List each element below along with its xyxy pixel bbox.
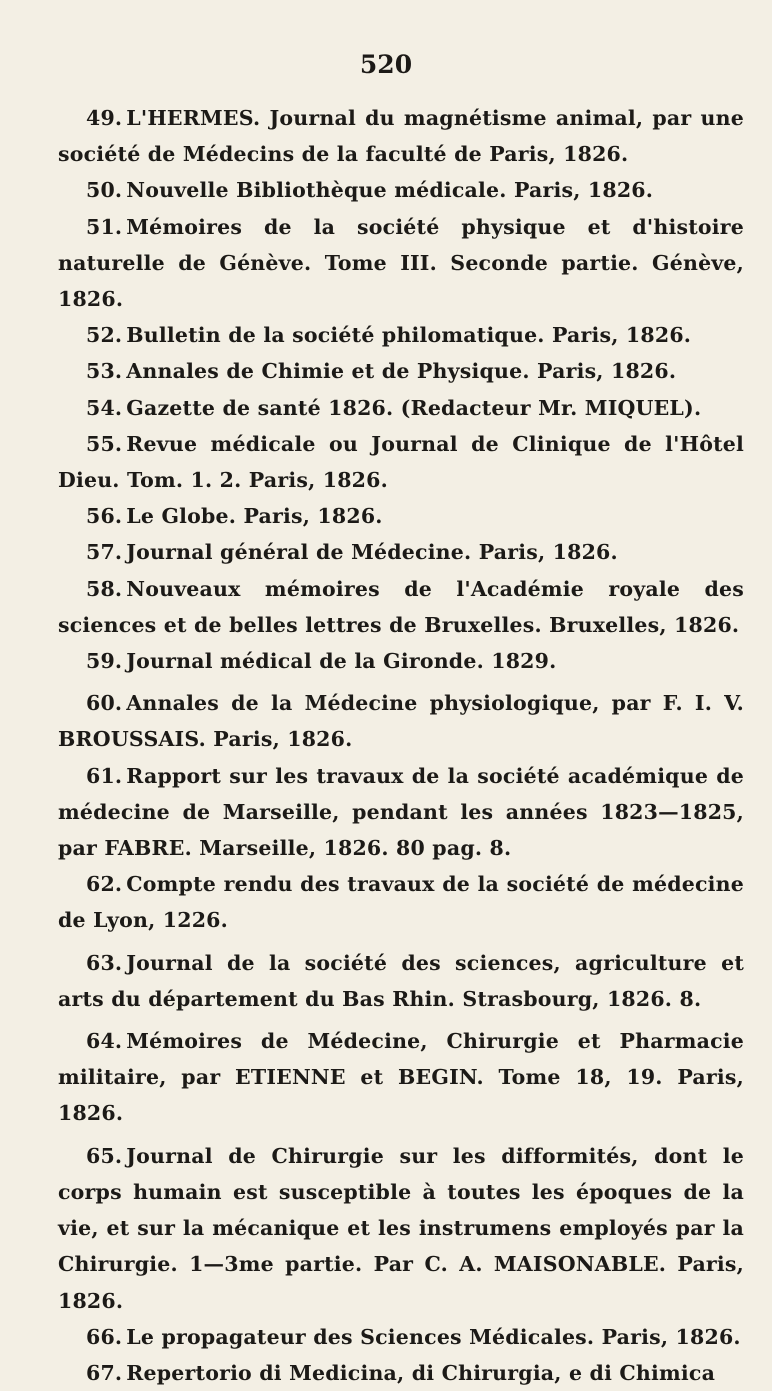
bibliography-entry <box>58 498 744 534</box>
bibliography-entry <box>58 685 744 757</box>
bibliography-entry <box>58 1138 744 1319</box>
entry-number: 55. <box>86 431 123 456</box>
entry-text: L'HERMES. Journal du magnétisme animal, par une société de Médecins de la faculté de Paris, 1826. <box>58 106 744 167</box>
entry-text: Le Globe. Paris, 1826. <box>126 504 383 529</box>
entry-text: Nouvelle Bibliothèque médicale. Paris, 1826. <box>126 178 654 203</box>
bibliography-entry <box>58 317 744 353</box>
entry-text: Repertorio di Medicina, di Chirurgia, e di Chimica <box>126 1360 716 1385</box>
bibliography-entry <box>58 426 744 498</box>
entry-text: Revue médicale ou Journal de Clinique de l'Hôtel Dieu. Tom. 1. 2. Paris, 1826. <box>58 431 744 493</box>
bibliography-entry <box>58 1355 744 1391</box>
entry-number: 67. <box>86 1360 123 1385</box>
bibliography-entry <box>58 643 744 679</box>
entry-text: Journal de la société des sciences, agriculture et arts du département du Bas Rhin. Strasbourg, 1826. 8. <box>58 950 744 1011</box>
entry-text: Le propagateur des Sciences Médicales. Paris, 1826. <box>126 1324 741 1349</box>
entry-number: 50. <box>86 178 123 203</box>
bibliography-entry <box>58 353 744 389</box>
entry-number: 60. <box>86 691 123 716</box>
entry-number: 58. <box>86 576 123 601</box>
entry-text: Compte rendu des travaux de la société de médecine de Lyon, 1226. <box>58 872 744 933</box>
entry-number: 54. <box>86 395 123 420</box>
entry-number: 56. <box>86 504 123 529</box>
bibliography-entry <box>58 571 744 643</box>
bibliography-entry <box>58 866 744 938</box>
entry-text: Gazette de santé 1826. (Redacteur Mr. MIQUEL). <box>126 395 702 420</box>
entry-text: Mémoires de Médecine, Chirurgie et Pharmacie militaire, par ETIENNE et BEGIN. Tome 18, 19. Paris, 1826. <box>58 1029 744 1126</box>
entry-text: Bulletin de la société philomatique. Paris, 1826. <box>126 323 692 348</box>
bibliography-entry <box>58 172 744 208</box>
entry-text: Mémoires de la société physique et d'histoire naturelle de Génève. Tome III. Seconde partie. Génève, 1826. <box>58 214 744 312</box>
entry-number: 49. <box>86 106 123 130</box>
entry-number: 53. <box>86 359 123 384</box>
entry-text: Annales de Chimie et de Physique. Paris, 1826. <box>126 359 677 384</box>
entry-text: Journal médical de la Gironde. 1829. <box>126 649 557 674</box>
entry-text: Journal de Chirurgie sur les difformités, dont le corps humain est susceptible à toutes les époques de la vie, et sur la mécanique et les instrumens employés par la Chirurgie. 1—3me partie. Par C. A. MAISONABLE. Paris, 1826. <box>58 1143 744 1313</box>
entry-number: 62. <box>86 872 123 897</box>
entry-number: 63. <box>86 950 123 975</box>
bibliography-entry <box>58 1319 744 1355</box>
entry-text: Rapport sur les travaux de la société académique de médecine de Marseille, pendant les années 1823—1825, par FABRE. Marseille, 1826. 80 pag. 8. <box>58 763 744 861</box>
entry-number: 61. <box>86 763 123 788</box>
bibliography-list <box>58 100 744 1391</box>
entry-number: 51. <box>86 214 123 239</box>
page-number: 520 <box>359 50 413 79</box>
bibliography-entry <box>58 534 744 570</box>
bibliography-entry <box>58 945 744 1017</box>
entry-number: 66. <box>86 1324 123 1349</box>
bibliography-entry <box>58 1023 744 1132</box>
bibliography-entry <box>58 758 744 867</box>
bibliography-entry <box>58 390 744 426</box>
entry-number: 59. <box>86 649 123 674</box>
bibliography-entry <box>58 100 744 172</box>
entry-number: 65. <box>86 1143 123 1168</box>
entry-number: 52. <box>86 323 123 348</box>
entry-text: Annales de la Médecine physiologique, par F. I. V. BROUSSAIS. Paris, 1826. <box>58 691 744 752</box>
entry-text: Nouveaux mémoires de l'Académie royale des sciences et de belles lettres de Bruxelles. Bruxelles, 1826. <box>58 576 744 637</box>
entry-text: Journal général de Médecine. Paris, 1826. <box>126 540 618 565</box>
entry-number: 57. <box>86 540 123 565</box>
bibliography-entry <box>58 209 744 318</box>
entry-number: 64. <box>86 1029 123 1054</box>
